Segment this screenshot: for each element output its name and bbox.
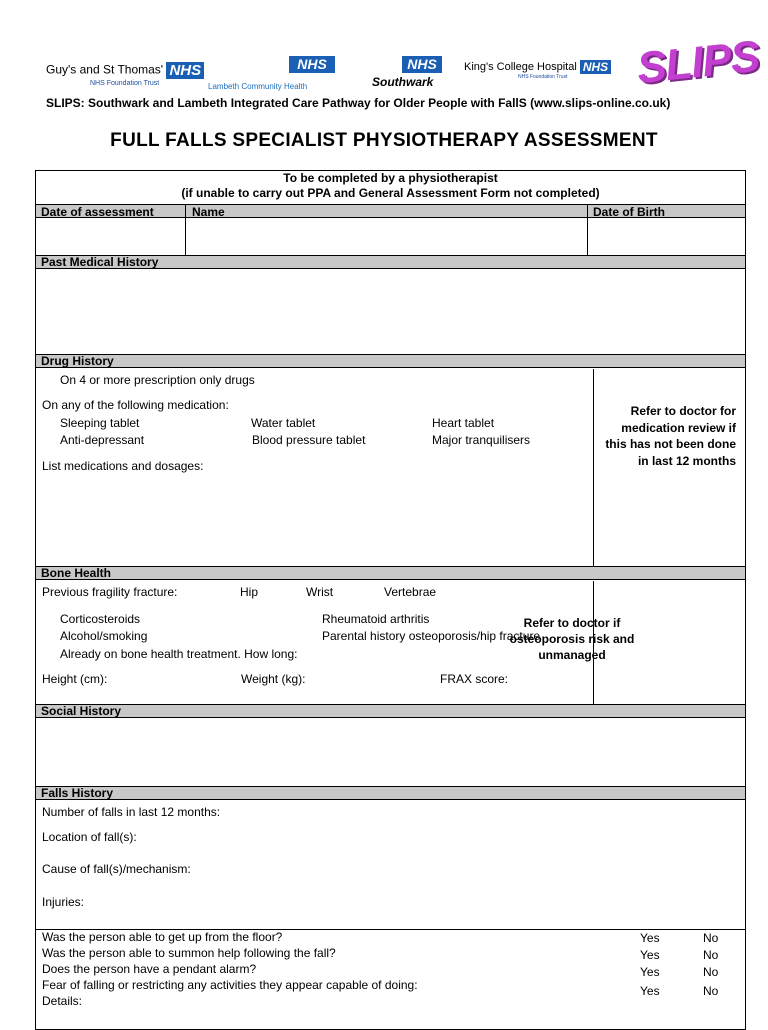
falls-number: Number of falls in last 12 months:: [42, 805, 221, 819]
gst-sub: NHS Foundation Trust: [90, 80, 160, 87]
social-header: Social History: [36, 704, 745, 718]
southwark-logo: [402, 56, 442, 74]
lambeth-logo: [289, 56, 335, 74]
nhs-logo: NHS: [580, 60, 611, 74]
q4-yes[interactable]: Yes: [640, 984, 660, 998]
falls-q3: Does the person have a pendant alarm?: [42, 962, 257, 976]
falls-q4: Fear of falling or restricting any activities they appear capable of doing:: [42, 978, 418, 992]
bone-prev-fracture: Previous fragility fracture:: [42, 585, 178, 599]
pmh-header: Past Medical History: [36, 255, 745, 269]
med-tranq: Major tranquilisers: [432, 433, 531, 447]
bone-vertebrae: Vertebrae: [384, 585, 437, 599]
bone-cortico: Corticosteroids: [60, 612, 141, 626]
divider: [593, 369, 594, 566]
nhs-logo: NHS: [289, 56, 335, 73]
header-line: SLIPS: Southwark and Lambeth Integrated Care Pathway for Older People with FallS (www.slips-online.co.uk): [46, 96, 671, 110]
date-field[interactable]: [36, 219, 185, 254]
slips-logo: SLIPS: [634, 31, 762, 94]
falls-header: Falls History: [36, 786, 745, 800]
intro-line-2: (if unable to carry out PPA and General Assessment Form not completed): [181, 186, 600, 200]
bone-weight: Weight (kg):: [241, 672, 306, 686]
dob-label: Date of Birth: [593, 205, 665, 219]
drug-header: Drug History: [36, 354, 745, 368]
falls-q1: Was the person able to get up from the floor?: [42, 930, 283, 944]
q3-no[interactable]: No: [703, 965, 719, 979]
drug-any-following: On any of the following medication:: [42, 398, 229, 412]
drug-list-label: List medications and dosages:: [42, 459, 204, 473]
date-label: Date of assessment: [41, 205, 154, 219]
intro-line-1: To be completed by a physiotherapist: [283, 171, 498, 185]
lambeth-text: Lambeth Community Health: [208, 82, 308, 91]
bone-already: Already on bone health treatment. How long:: [60, 647, 298, 661]
q1-no[interactable]: No: [703, 931, 719, 945]
pmh-field[interactable]: [36, 270, 745, 354]
med-water: Water tablet: [251, 416, 316, 430]
falls-q2: Was the person able to summon help following the fall?: [42, 946, 336, 960]
q3-yes[interactable]: Yes: [640, 965, 660, 979]
bone-hip: Hip: [240, 585, 259, 599]
bone-rheum: Rheumatoid arthritis: [322, 612, 430, 626]
bone-refer-note: Refer to doctor if osteoporosis risk and unmanaged: [509, 616, 635, 662]
bone-height: Height (cm):: [42, 672, 108, 686]
kings-logo: [464, 60, 611, 74]
nhs-logo: NHS: [402, 56, 442, 73]
drug-four-or-more: On 4 or more prescription only drugs: [60, 373, 255, 387]
bone-alcohol: Alcohol/smoking: [60, 629, 148, 643]
med-heart: Heart tablet: [432, 416, 495, 430]
name-field[interactable]: [186, 219, 587, 254]
page-title: FULL FALLS SPECIALIST PHYSIOTHERAPY ASSESSMENT: [110, 130, 658, 151]
kings-sub: NHS Foundation Trust: [518, 74, 568, 80]
bone-header: Bone Health: [36, 566, 745, 580]
bone-parental: Parental history osteoporosis/hip fracture: [322, 629, 541, 643]
dob-field[interactable]: [588, 219, 745, 254]
bone-wrist: Wrist: [306, 585, 334, 599]
nhs-logo: NHS: [166, 62, 204, 79]
social-field[interactable]: [36, 719, 745, 786]
q4-no[interactable]: No: [703, 984, 719, 998]
falls-location: Location of fall(s):: [42, 830, 137, 844]
drug-refer-note: Refer to doctor for medication review if this has not been done in last 12 months: [605, 404, 736, 468]
q1-yes[interactable]: Yes: [640, 931, 660, 945]
kings-name: King's College Hospital: [464, 60, 577, 73]
falls-injuries: Injuries:: [42, 895, 85, 909]
falls-cause: Cause of fall(s)/mechanism:: [42, 862, 191, 876]
med-bp: Blood pressure tablet: [252, 433, 366, 447]
med-sleeping: Sleeping tablet: [60, 416, 140, 430]
southwark-text: Southwark: [372, 75, 434, 89]
bone-frax: FRAX score:: [440, 672, 509, 686]
name-label: Name: [192, 205, 225, 219]
q2-no[interactable]: No: [703, 948, 719, 962]
gst-name: Guy's and St Thomas': [46, 62, 164, 77]
falls-details: Details:: [42, 994, 83, 1008]
guys-st-thomas-logo: [46, 62, 204, 87]
med-antidepressant: Anti-depressant: [60, 433, 145, 447]
q2-yes[interactable]: Yes: [640, 948, 660, 962]
